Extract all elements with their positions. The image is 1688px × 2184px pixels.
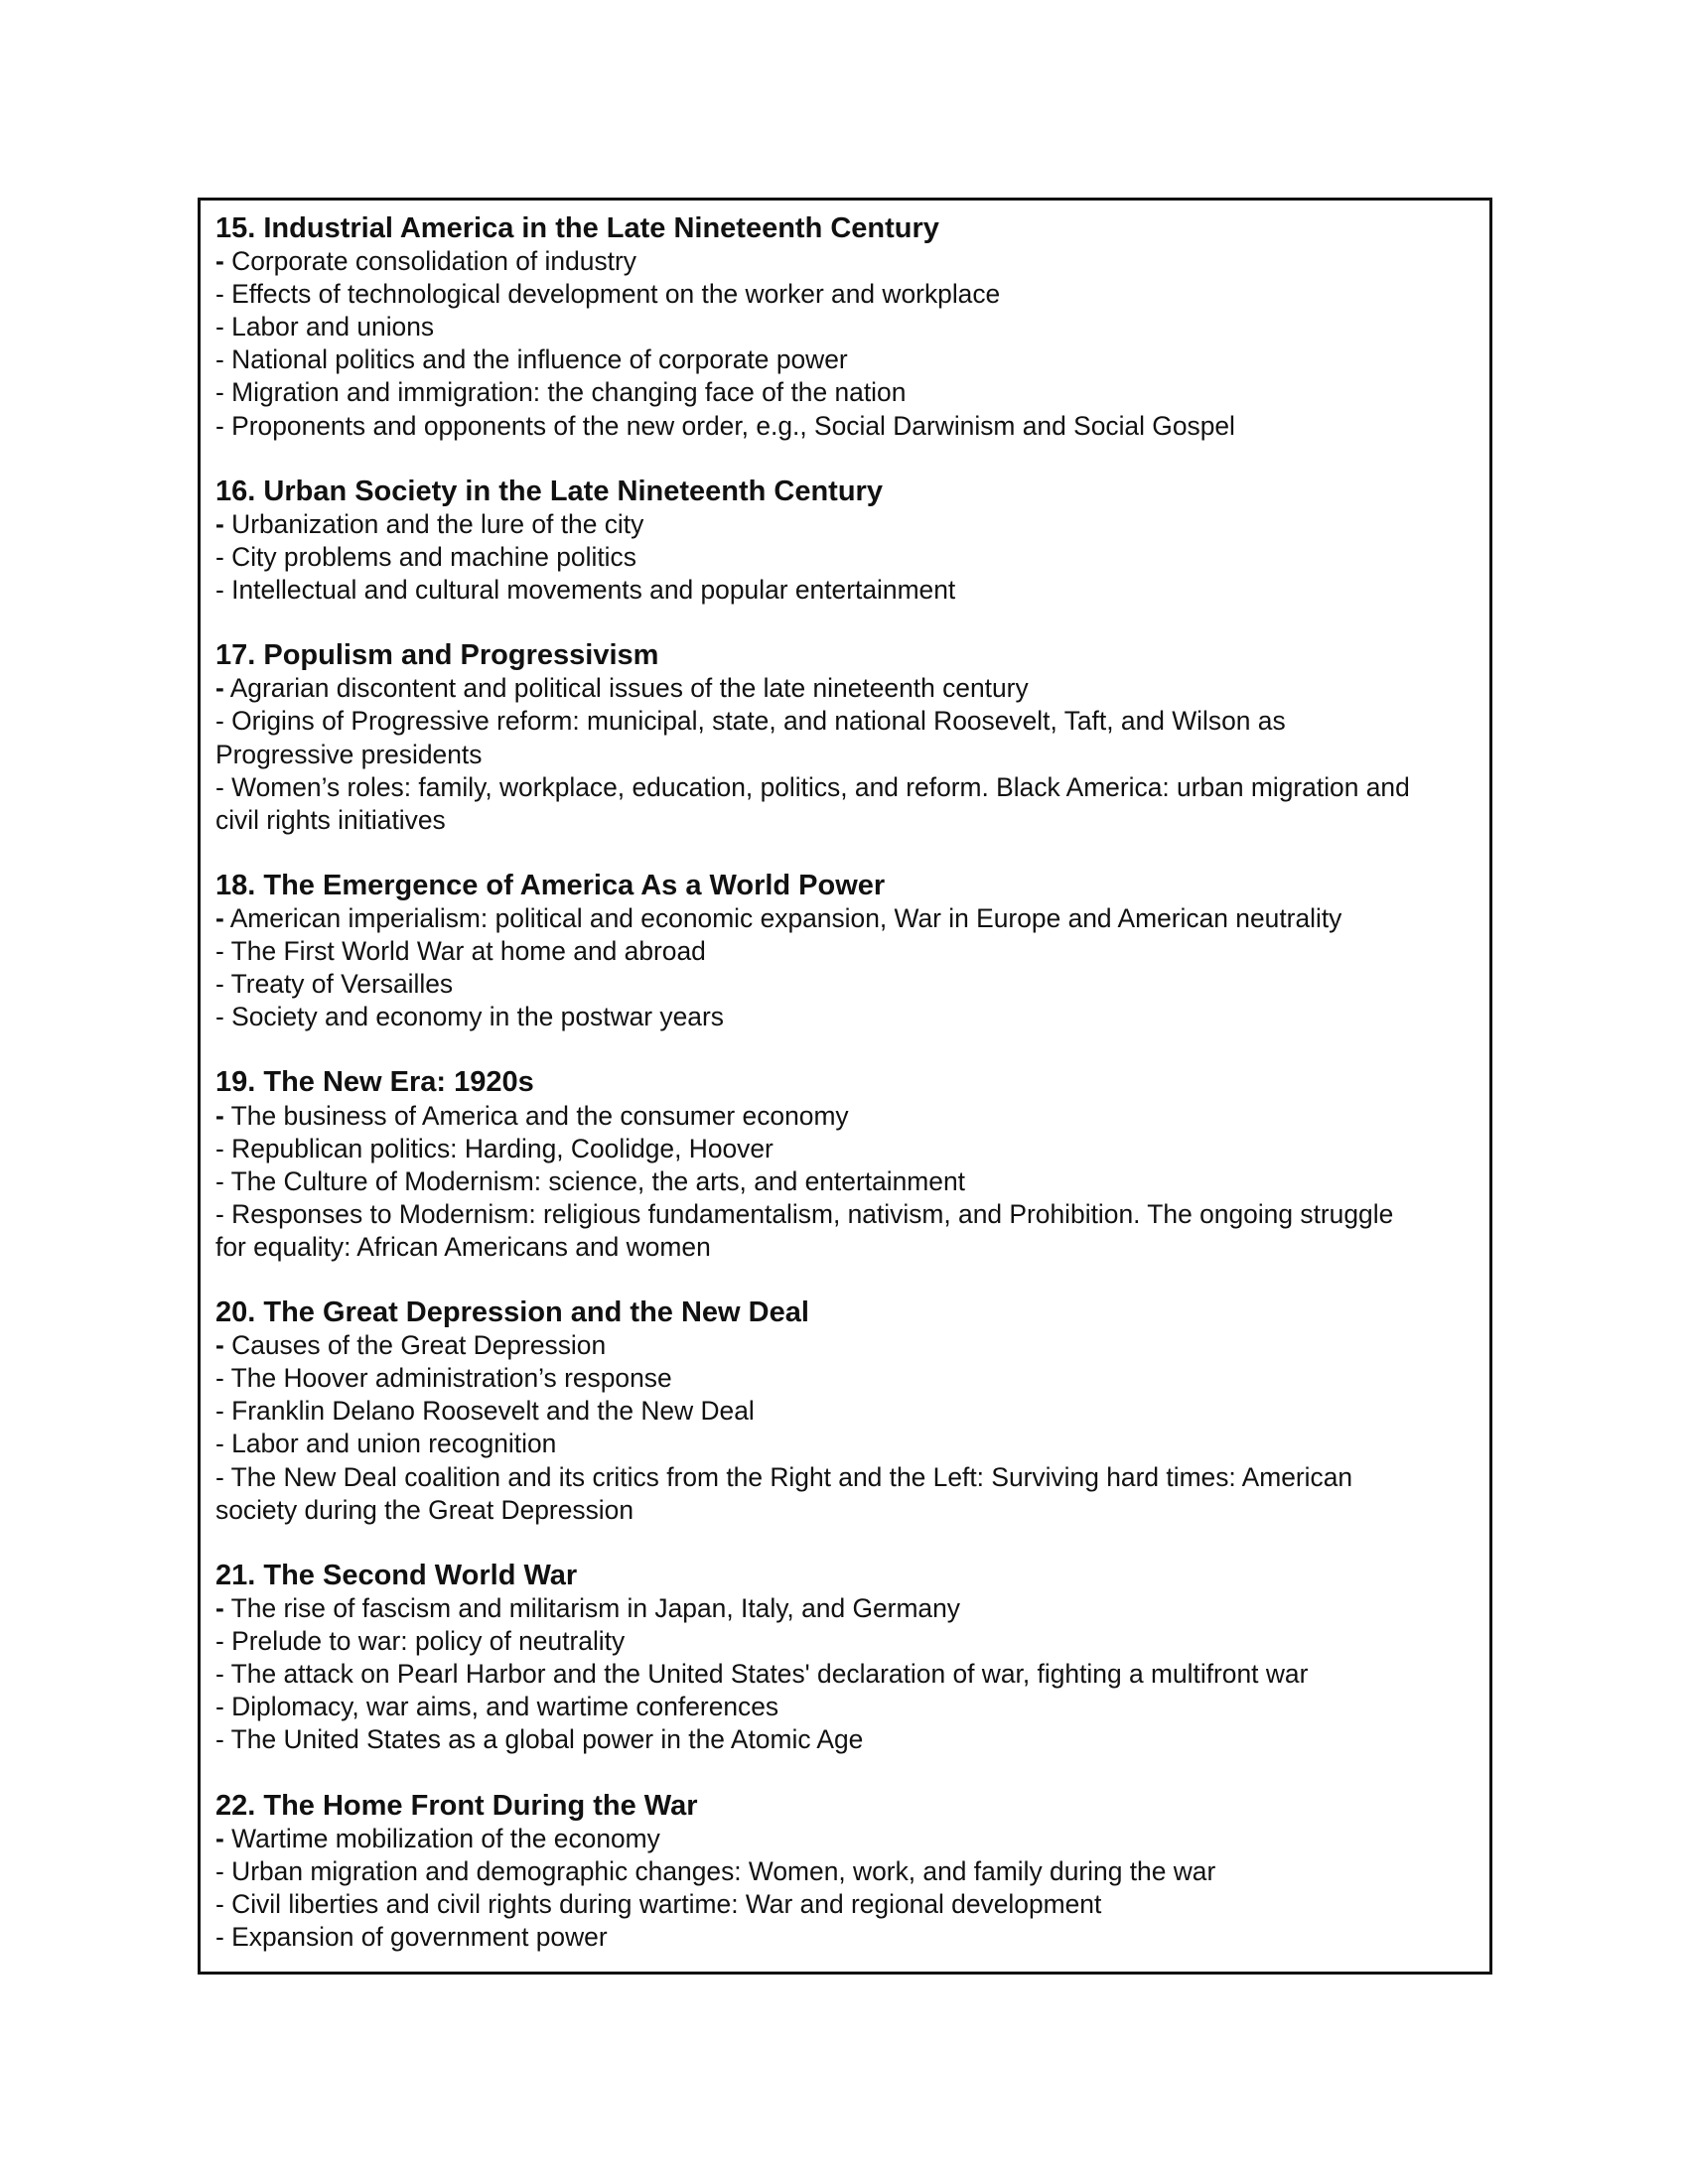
bullet-line [215,771,1479,804]
bullet-item [215,376,1479,409]
bullet-item [215,1625,1479,1658]
outline-section [215,639,1479,837]
bullet-item [215,541,1479,574]
bullet-line [215,508,1479,541]
bullet-text: The Culture of Modernism: science, the arts, and entertainment [230,1165,965,1196]
bullet-item [215,1691,1479,1723]
bullet-line [215,1461,1479,1494]
bullet-item [215,245,1479,278]
bullet-text: Women’s roles: family, workplace, education, politics, and reform. Black America: urban migration and [231,771,1410,802]
bullet-text: The New Deal coalition and its critics from the Right and the Left: Surviving hard times: American [230,1461,1353,1492]
dash-bullet-icon: - [215,1921,224,1952]
dash-bullet-icon: - [215,1363,224,1394]
bullet-line [215,1921,1479,1954]
outline-section [215,476,1479,607]
bullet-text: City problems and machine politics [231,541,636,572]
bullet-line [215,311,1479,343]
section-heading: 19. The New Era: 1920s [215,1066,534,1099]
bullet-line [215,1329,1479,1362]
bullet-item [215,1001,1479,1033]
bullet-text: The Hoover administration’s response [230,1363,672,1394]
dash-bullet-icon: - [215,1855,224,1886]
bullet-item [215,1823,1479,1855]
outline-section [215,1066,1479,1264]
bullet-item [215,1198,1479,1264]
dash-bullet-icon: - [215,1692,224,1722]
bullet-item [215,574,1479,607]
bullet-line [215,705,1479,738]
bullet-item [215,968,1479,1001]
bullet-text: The attack on Pearl Harbor and the United States' declaration of war, fighting a multifront war [230,1659,1309,1690]
bullet-line [215,804,1479,837]
dash-bullet-icon: - [215,1461,224,1492]
bullet-item [215,1100,1479,1133]
dash-bullet-icon: - [215,771,224,802]
outline-section [215,1790,1479,1954]
section-heading: 21. The Second World War [215,1559,578,1591]
dash-bullet-icon: - [215,344,224,375]
bullet-line [215,1658,1479,1691]
section-heading: 20. The Great Depression and the New Deal [215,1297,809,1329]
bullet-text: for equality: African Americans and women [215,1231,711,1262]
bullet-item [215,935,1479,968]
bullet-line [215,376,1479,409]
dash-bullet-icon: - [215,279,224,310]
outline-section [215,870,1479,1033]
dash-bullet-icon: - [215,1396,224,1427]
dash-bullet-icon: - [215,1724,224,1755]
bullet-item [215,1165,1479,1198]
bullet-line [215,1198,1479,1231]
bullet-item [215,1133,1479,1165]
dash-bullet-icon: - [215,1198,224,1229]
bullet-text: Society and economy in the postwar years [231,1002,724,1032]
bullet-item [215,771,1479,837]
outline-section [215,1560,1479,1757]
bullet-text: Causes of the Great Depression [231,1330,607,1361]
bullet-text: Migration and immigration: the changing face of the nation [231,377,907,408]
bullet-line [215,1494,1479,1527]
outline-section [215,1297,1479,1527]
outline-box [198,198,1492,1975]
bullet-item [215,1888,1479,1921]
bullet-text: Labor and union recognition [231,1429,557,1459]
bullet-item [215,1362,1479,1395]
bullet-item [215,672,1479,705]
bullet-item [215,410,1479,443]
bullet-line [215,935,1479,968]
bullet-item [215,1461,1479,1527]
bullet-line [215,1888,1479,1921]
bullet-text: Wartime mobilization of the economy [231,1823,660,1853]
bullet-line [215,410,1479,443]
outline-section [215,212,1479,443]
bullet-line [215,1428,1479,1460]
dash-bullet-icon: - [215,246,224,277]
dash-bullet-icon: - [215,1133,224,1163]
bullet-line [215,1592,1479,1625]
bullet-item [215,1855,1479,1888]
bullet-line [215,1395,1479,1428]
bullet-text: society during the Great Depression [215,1494,634,1525]
bullet-item [215,1395,1479,1428]
bullet-text: Expansion of government power [231,1921,608,1952]
bullet-line [215,1133,1479,1165]
dash-bullet-icon: - [215,312,224,342]
bullet-item [215,1329,1479,1362]
bullet-text: Republican politics: Harding, Coolidge, Hoover [231,1133,774,1163]
bullet-line [215,278,1479,311]
bullet-line [215,1855,1479,1888]
bullet-item [215,278,1479,311]
bullet-item [215,705,1479,770]
dash-bullet-icon: - [215,673,224,704]
bullet-text: National politics and the influence of corporate power [231,344,848,375]
bullet-line [215,1823,1479,1855]
section-heading: 17. Populism and Progressivism [215,639,659,672]
bullet-line [215,574,1479,607]
bullet-text: Urbanization and the lure of the city [231,508,644,539]
bullet-text: Progressive presidents [215,739,483,769]
bullet-line [215,1100,1479,1133]
bullet-text: The United States as a global power in the Atomic Age [230,1724,864,1755]
bullet-line [215,1691,1479,1723]
dash-bullet-icon: - [215,1330,224,1361]
bullet-item [215,1723,1479,1756]
dash-bullet-icon: - [215,508,224,539]
dash-bullet-icon: - [215,1626,224,1657]
bullet-item [215,311,1479,343]
bullet-text: Labor and unions [231,312,435,342]
bullet-item [215,508,1479,541]
topic-outline [215,212,1479,1954]
dash-bullet-icon: - [215,1165,224,1196]
bullet-item [215,1592,1479,1625]
bullet-line [215,1001,1479,1033]
bullet-text: Diplomacy, war aims, and wartime conferences [231,1692,779,1722]
dash-bullet-icon: - [215,902,224,933]
bullet-text: Urban migration and demographic changes: Women, work, and family during the war [231,1855,1216,1886]
dash-bullet-icon: - [215,1002,224,1032]
dash-bullet-icon: - [215,936,224,967]
bullet-line [215,541,1479,574]
dash-bullet-icon: - [215,1592,224,1623]
bullet-line [215,672,1479,705]
bullet-text: Origins of Progressive reform: municipal, state, and national Roosevelt, Taft, and Wilson as [231,706,1286,737]
section-heading: 22. The Home Front During the War [215,1789,698,1822]
dash-bullet-icon: - [215,575,224,606]
bullet-text: Agrarian discontent and political issues of the late nineteenth century [229,673,1029,704]
dash-bullet-icon: - [215,1100,224,1131]
bullet-item [215,1428,1479,1460]
bullet-text: Franklin Delano Roosevelt and the New Deal [231,1396,755,1427]
dash-bullet-icon: - [215,541,224,572]
bullet-item [215,902,1479,935]
dash-bullet-icon: - [215,1888,224,1919]
bullet-text: civil rights initiatives [215,804,446,835]
bullet-text: Treaty of Versailles [230,969,454,1000]
bullet-item [215,1921,1479,1954]
dash-bullet-icon: - [215,1659,224,1690]
bullet-line [215,1362,1479,1395]
bullet-text: The rise of fascism and militarism in Japan, Italy, and Germany [230,1592,960,1623]
bullet-text: The First World War at home and abroad [230,936,706,967]
dash-bullet-icon: - [215,706,224,737]
dash-bullet-icon: - [215,377,224,408]
bullet-line [215,343,1479,376]
bullet-text: Proponents and opponents of the new order, e.g., Social Darwinism and Social Gospel [231,410,1235,441]
bullet-line [215,1723,1479,1756]
dash-bullet-icon: - [215,1429,224,1459]
dash-bullet-icon: - [215,1823,224,1853]
section-heading: 15. Industrial America in the Late Nineteenth Century [215,212,939,244]
section-heading: 18. The Emergence of America As a World Power [215,869,886,901]
bullet-line [215,1231,1479,1264]
bullet-text: Effects of technological development on the worker and workplace [231,279,1001,310]
bullet-line [215,245,1479,278]
bullet-line [215,1625,1479,1658]
bullet-text: Prelude to war: policy of neutrality [231,1626,626,1657]
bullet-text: Civil liberties and civil rights during wartime: War and regional development [231,1888,1102,1919]
bullet-item [215,343,1479,376]
bullet-line [215,968,1479,1001]
section-heading: 16. Urban Society in the Late Nineteenth Century [215,475,883,507]
bullet-text: Intellectual and cultural movements and popular entertainment [231,575,956,606]
bullet-text: American imperialism: political and economic expansion, War in Europe and American neutrality [229,902,1342,933]
dash-bullet-icon: - [215,410,224,441]
bullet-line [215,902,1479,935]
bullet-text: Corporate consolidation of industry [231,246,636,277]
bullet-text: The business of America and the consumer economy [230,1100,849,1131]
bullet-line [215,1165,1479,1198]
bullet-item [215,1658,1479,1691]
bullet-text: Responses to Modernism: religious fundamentalism, nativism, and Prohibition. The ongoing struggle [231,1198,1394,1229]
bullet-line [215,739,1479,771]
dash-bullet-icon: - [215,969,224,1000]
